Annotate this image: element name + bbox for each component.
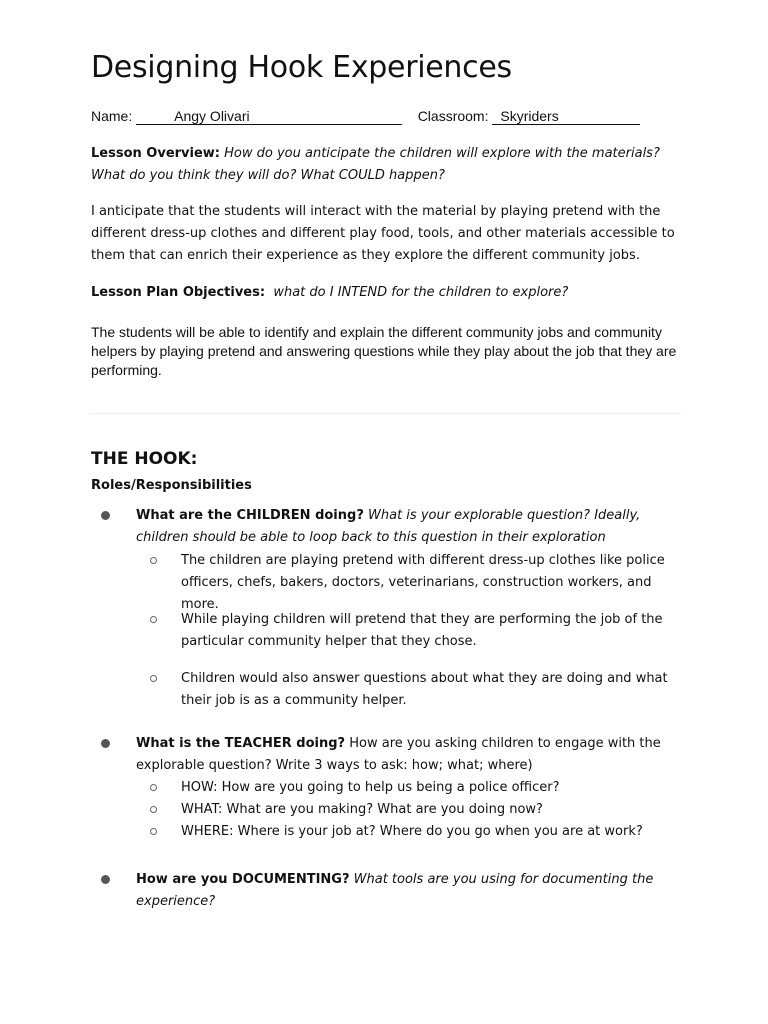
lesson-objectives-label: Lesson Plan Objectives: <box>91 285 266 300</box>
teacher-question <box>136 733 681 777</box>
children-item-text: Children would also answer questions about what they are doing and what their job is as a community helper. <box>181 671 668 708</box>
classroom-label: Classroom: <box>417 108 489 124</box>
section-divider <box>91 413 681 414</box>
name-classroom-line <box>91 108 640 125</box>
roles-heading: Roles/Responsibilities <box>91 478 252 493</box>
circle-bullet-icon <box>150 828 157 835</box>
children-item-text: The children are playing pretend with different dress-up clothes like police officers, chefs, bakers, doctors, veterinarians, construction workers, and more. <box>181 553 665 612</box>
hook-heading: THE HOOK: <box>91 449 198 469</box>
page-title: Designing Hook Experiences <box>91 50 512 85</box>
teacher-item-text: HOW: How are you going to help us being a police officer? <box>181 780 560 795</box>
classroom-field[interactable]: Skyriders <box>492 108 640 125</box>
circle-bullet-icon <box>150 557 157 564</box>
bullet-dot-icon <box>101 511 110 520</box>
bullet-dot-icon <box>101 739 110 748</box>
children-label: What are the CHILDREN doing? <box>136 508 364 523</box>
teacher-prompt: How are you asking children to engage with the explorable question? Write 3 ways to ask: how; what; where) <box>136 736 661 773</box>
circle-bullet-icon <box>150 616 157 623</box>
bullet-dot-icon <box>101 875 110 884</box>
children-prompt: What is your explorable question? Ideally, children should be able to loop back to this question in their exploration <box>136 508 641 545</box>
lesson-overview-label: Lesson Overview: <box>91 146 220 161</box>
teacher-item-text: WHERE: Where is your job at? Where do you go when you are at work? <box>181 824 643 839</box>
lesson-overview <box>91 143 681 187</box>
teacher-label: What is the TEACHER doing? <box>136 736 346 751</box>
circle-bullet-icon <box>150 784 157 791</box>
name-field[interactable]: Angy Olivari <box>136 108 402 125</box>
lesson-overview-question: How do you anticipate the children will explore with the materials? What do you think they will do? What COULD happen? <box>91 146 660 183</box>
name-label: Name: <box>91 108 133 124</box>
children-item-text: While playing children will pretend that they are performing the job of the particular community helper that they chose. <box>181 612 663 649</box>
documenting-question <box>136 869 681 913</box>
circle-bullet-icon <box>150 675 157 682</box>
children-question <box>136 505 681 549</box>
lesson-objectives-question: what do I INTEND for the children to explore? <box>273 285 569 300</box>
circle-bullet-icon <box>150 806 157 813</box>
lesson-overview-answer: I anticipate that the students will interact with the material by playing pretend with the different dress-up clothes and different play food, tools, and other materials accessible to them that can enrich their experience as they explore the different community jobs. <box>91 204 675 263</box>
lesson-objectives <box>91 282 681 304</box>
documenting-label: How are you DOCUMENTING? <box>136 872 350 887</box>
teacher-item-text: WHAT: What are you making? What are you doing now? <box>181 802 543 817</box>
lesson-objectives-answer: The students will be able to identify and explain the different community jobs and community helpers by playing pretend and answering questions while they play about the job that they are performing. <box>91 324 677 378</box>
documenting-prompt: What tools are you using for documenting the experience? <box>136 872 654 909</box>
